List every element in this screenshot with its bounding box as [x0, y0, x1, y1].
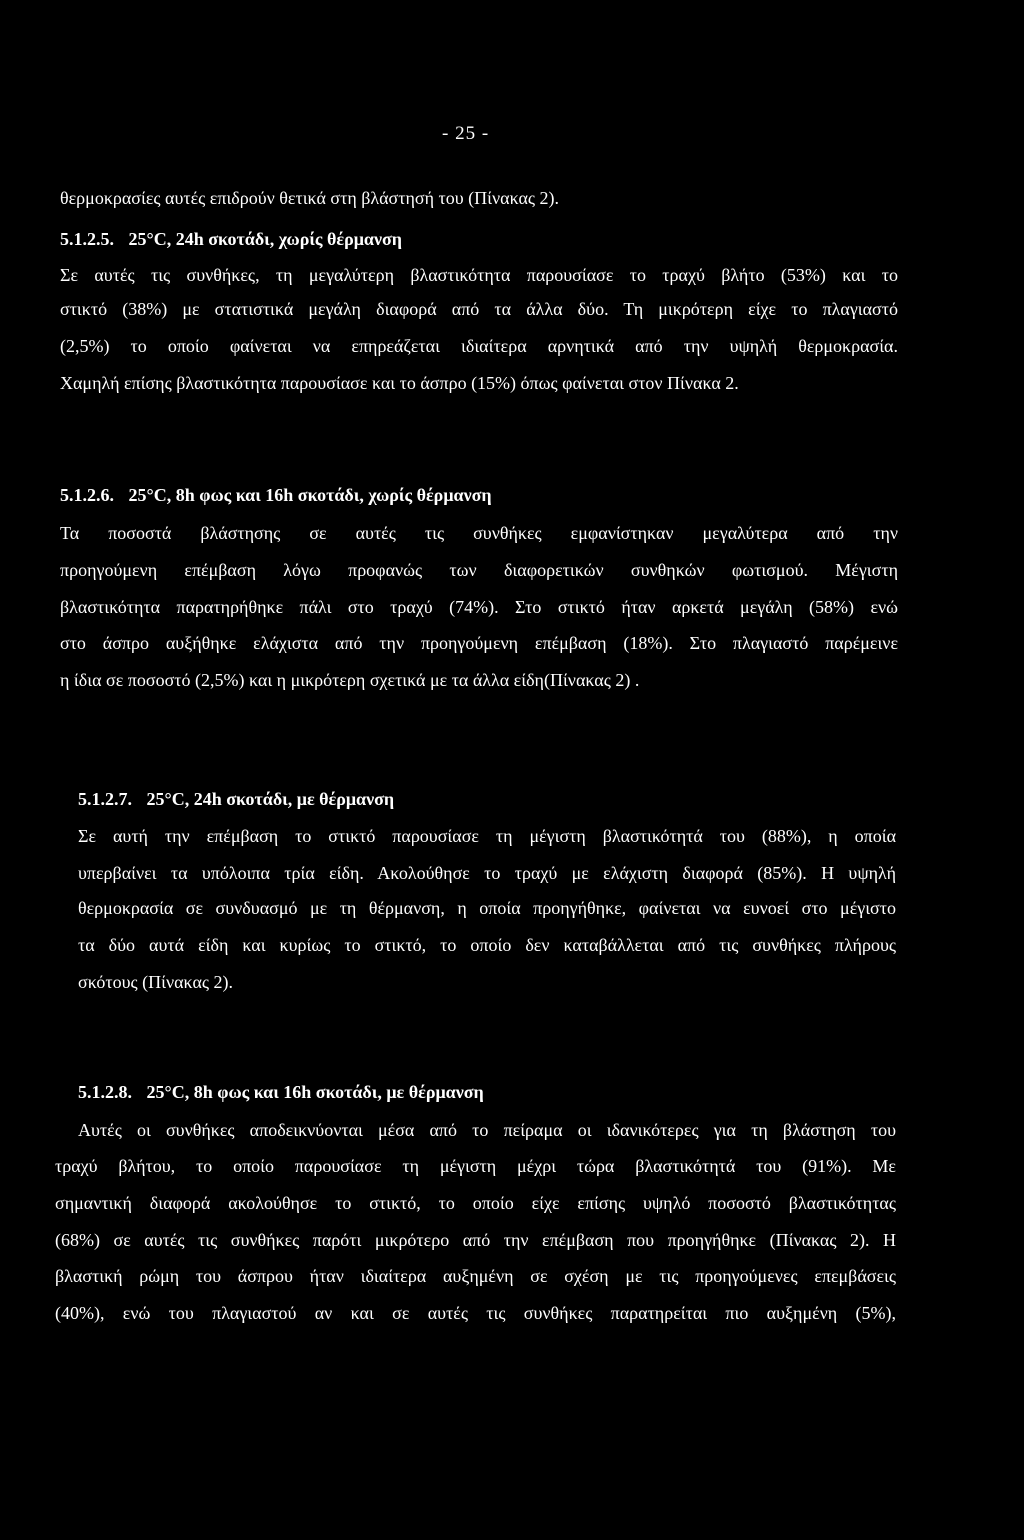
section-heading-5-1-2-8 — [78, 1081, 484, 1103]
paragraph-line: Αυτές οι συνθήκες αποδεικνύονται μέσα από το πείραμα οι ιδανικότερες για τη βλάστηση του — [78, 1120, 896, 1140]
paragraph-line: βλαστική ρώμη του άσπρου ήταν ιδιαίτερα αυξημένη σε σχέση με τις προηγούμενες επεμβάσεις — [55, 1266, 896, 1286]
section-number: 5.1.2.7. — [78, 789, 132, 809]
paragraph-line: τραχύ βλήτου, το οποίο παρουσίασε τη μέγιστη μέχρι τώρα βλαστικότητά του (91%). Με — [55, 1156, 896, 1176]
section-number: 5.1.2.8. — [78, 1082, 132, 1102]
paragraph-line: βλαστικότητα παρατηρήθηκε πάλι στο τραχύ (74%). Στο στικτό ήταν αρκετά μεγάλη (58%) ενώ — [60, 597, 898, 617]
paragraph-line: τα δύο αυτά είδη και κυρίως το στικτό, το οποίο δεν καταβάλλεται από τις συνθήκες πλήρους — [78, 935, 896, 955]
paragraph-line: υπερβαίνει τα υπόλοιπα τρία είδη. Ακολούθησε το τραχύ με ελάχιστη διαφορά (85%). Η υψηλή — [78, 863, 896, 883]
paragraph-line: σημαντική διαφορά ακολούθησε το στικτό, το οποίο είχε επίσης υψηλό ποσοστό βλαστικότητας — [55, 1193, 896, 1213]
section-title: 25°C, 24h σκοτάδι, με θέρμανση — [146, 789, 395, 809]
section-heading-5-1-2-5 — [60, 228, 402, 250]
paragraph-line: Χαμηλή επίσης βλαστικότητα παρουσίασε και το άσπρο (15%) όπως φαίνεται στον Πίνακα 2. — [60, 373, 739, 393]
section-title: 25°C, 8h φως και 16h σκοτάδι, με θέρμανση — [146, 1082, 484, 1102]
section-heading-5-1-2-6 — [60, 484, 492, 506]
section-number: 5.1.2.5. — [60, 229, 114, 249]
intro-line: θερμοκρασίες αυτές επιδρούν θετικά στη βλάστησή του (Πίνακας 2). — [60, 188, 560, 208]
page-number: - 25 - — [442, 123, 490, 144]
section-title: 25°C, 8h φως και 16h σκοτάδι, χωρίς θέρμανση — [128, 485, 492, 505]
paragraph-line: θερμοκρασία σε συνδυασμό με τη θέρμανση, η οποία προηγήθηκε, φαίνεται να ευνοεί στο μέγιστο — [78, 898, 896, 918]
paragraph-line: σκότους (Πίνακας 2). — [78, 972, 234, 992]
paragraph-line: η ίδια σε ποσοστό (2,5%) και η μικρότερη σχετικά με τα άλλα είδη(Πίνακας 2) . — [60, 670, 640, 690]
paragraph-line: (68%) σε αυτές τις συνθήκες παρότι μικρότερο από την επέμβαση που προηγήθηκε (Πίνακας 2). Η — [55, 1230, 896, 1250]
paragraph-line: Σε αυτές τις συνθήκες, τη μεγαλύτερη βλαστικότητα παρουσίασε το τραχύ βλήτο (53%) και το — [60, 265, 898, 285]
paragraph-line: (40%), ενώ του πλαγιαστού αν και σε αυτές τις συνθήκες παρατηρείται πιο αυξημένη (5%), — [55, 1303, 896, 1323]
paragraph-line: στικτό (38%) με στατιστικά μεγάλη διαφορά από τα άλλα δύο. Τη μικρότερη είχε το πλαγιαστό — [60, 299, 898, 319]
paragraph-line: (2,5%) το οποίο φαίνεται να επηρεάζεται ιδιαίτερα αρνητικά από την υψηλή θερμοκρασία. — [60, 336, 898, 356]
paragraph-line: προηγούμενη επέμβαση λόγω προφανώς των διαφορετικών συνθηκών φωτισμού. Μέγιστη — [60, 560, 898, 580]
section-number: 5.1.2.6. — [60, 485, 114, 505]
section-heading-5-1-2-7 — [78, 788, 394, 810]
paragraph-line: Τα ποσοστά βλάστησης σε αυτές τις συνθήκες εμφανίστηκαν μεγαλύτερα από την — [60, 523, 898, 543]
paragraph-line: στο άσπρο αυξήθηκε ελάχιστα από την προηγούμενη επέμβαση (18%). Στο πλαγιαστό παρέμεινε — [60, 633, 898, 653]
paragraph-line: Σε αυτή την επέμβαση το στικτό παρουσίασε τη μέγιστη βλαστικότητά του (88%), η οποία — [78, 826, 896, 846]
section-title: 25°C, 24h σκοτάδι, χωρίς θέρμανση — [128, 229, 403, 249]
